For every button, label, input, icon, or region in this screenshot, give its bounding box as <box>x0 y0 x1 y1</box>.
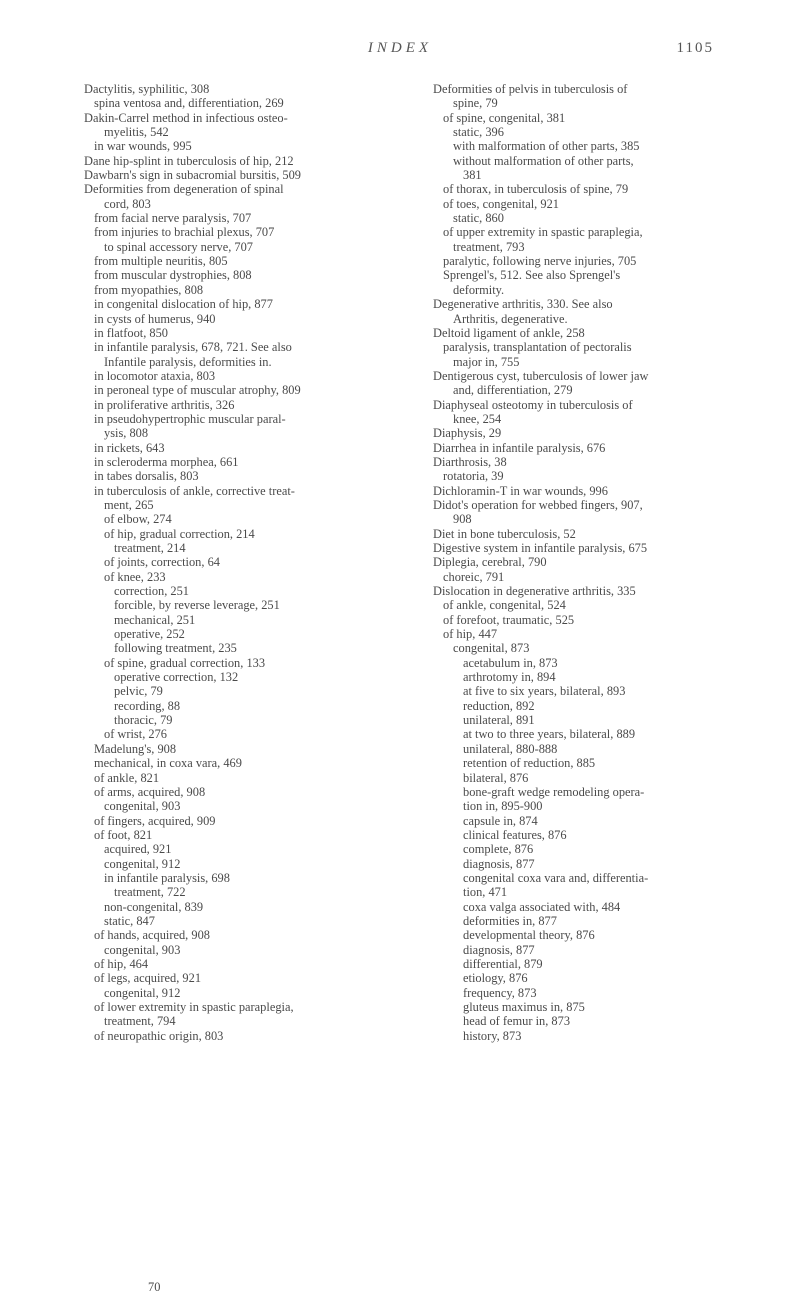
index-entry: of fingers, acquired, 909 <box>94 813 216 828</box>
index-entry: mechanical, in coxa vara, 469 <box>94 756 242 771</box>
index-entry: correction, 251 <box>114 584 190 599</box>
index-entry: of toes, congenital, 921 <box>443 196 559 211</box>
index-entry: acetabulum in, 873 <box>463 655 558 670</box>
index-entry: static, 860 <box>453 211 504 226</box>
index-entry: from facial nerve paralysis, 707 <box>94 211 252 226</box>
index-entry: Diaphyseal osteotomy in tuberculosis of <box>433 397 633 412</box>
index-entry: of arms, acquired, 908 <box>94 784 206 799</box>
index-entry: myelitis, 542 <box>104 125 169 140</box>
index-entry: in proliferative arthritis, 326 <box>94 397 235 412</box>
index-entry: bone-graft wedge remodeling opera- <box>463 784 645 799</box>
page-number: 1105 <box>676 40 714 56</box>
index-entry: of elbow, 274 <box>104 512 172 527</box>
index-entry: of wrist, 276 <box>104 727 167 742</box>
index-entry: Diaphysis, 29 <box>433 426 502 441</box>
index-entry: unilateral, 880-888 <box>463 741 558 756</box>
index-entry: in congenital dislocation of hip, 877 <box>94 297 273 312</box>
index-entry: of knee, 233 <box>104 569 166 584</box>
index-entry: of thorax, in tuberculosis of spine, 79 <box>443 182 629 197</box>
index-entry: capsule in, 874 <box>463 813 538 828</box>
index-entry: spina ventosa and, differentiation, 269 <box>94 96 284 111</box>
index-entry: developmental theory, 876 <box>463 928 595 943</box>
index-entry: static, 396 <box>453 125 504 140</box>
index-entry: with malformation of other parts, 385 <box>453 139 640 154</box>
index-entry: Diarrhea in infantile paralysis, 676 <box>433 440 606 455</box>
index-entry: ysis, 808 <box>104 426 149 441</box>
index-entry: Dactylitis, syphilitic, 308 <box>84 82 210 96</box>
index-entry: treatment, 722 <box>114 885 186 900</box>
index-entry: choreic, 791 <box>443 569 505 584</box>
index-entry: from muscular dystrophies, 808 <box>94 268 252 283</box>
index-entry: Diet in bone tuberculosis, 52 <box>433 526 576 541</box>
index-entry: in war wounds, 995 <box>94 139 192 154</box>
index-entry: congenital, 873 <box>453 641 530 656</box>
index-entry: of spine, gradual correction, 133 <box>104 655 266 670</box>
index-entry: Dane hip-splint in tuberculosis of hip, 212 <box>84 153 294 168</box>
index-entry: operative correction, 132 <box>114 670 239 685</box>
index-entry: Diplegia, cerebral, 790 <box>433 555 547 570</box>
index-entry: tion in, 895-900 <box>463 799 543 814</box>
index-entry: of lower extremity in spastic paraplegia, <box>94 1000 294 1014</box>
index-entry: paralysis, transplantation of pectoralis <box>443 340 632 355</box>
index-entry: Madelung's, 908 <box>94 741 177 756</box>
index-entry: Dentigerous cyst, tuberculosis of lower jaw <box>433 368 649 383</box>
signature-mark: 70 <box>148 1280 161 1294</box>
index-entry: of hip, 464 <box>94 956 149 971</box>
index-entry: static, 847 <box>104 913 155 928</box>
index-entry: acquired, 921 <box>104 842 172 857</box>
index-entry: of neuropathic origin, 803 <box>94 1028 224 1043</box>
index-entry: congenital, 912 <box>104 985 181 1000</box>
index-entry: Sprengel's, 512. See also Sprengel's <box>443 268 621 283</box>
index-entry: complete, 876 <box>463 842 534 857</box>
index-entry: diagnosis, 877 <box>463 942 535 957</box>
index-entry: Deformities of pelvis in tuberculosis of <box>433 82 628 96</box>
index-entry: Dichloramin-T in war wounds, 996 <box>433 483 608 498</box>
index-entry: pelvic, 79 <box>114 684 163 699</box>
index-entry: from multiple neuritis, 805 <box>94 254 228 269</box>
index-entry: of ankle, congenital, 524 <box>443 598 566 613</box>
index-entry: without malformation of other parts, <box>453 153 634 168</box>
index-entry: etiology, 876 <box>463 971 528 986</box>
index-entry: of spine, congenital, 381 <box>443 110 566 125</box>
index-entry: clinical features, 876 <box>463 827 567 842</box>
index-entry: coxa valga associated with, 484 <box>463 899 621 914</box>
index-entry: cord, 803 <box>104 196 151 211</box>
index-entry: of legs, acquired, 921 <box>94 971 202 986</box>
index-entry: to spinal accessory nerve, 707 <box>104 239 253 254</box>
index-entry: Deformities from degeneration of spinal <box>84 182 284 197</box>
index-entry: congenital, 903 <box>104 942 181 957</box>
index-entry: in scleroderma morphea, 661 <box>94 454 239 469</box>
index-entry: congenital coxa vara and, differentia- <box>463 870 649 885</box>
index-entry: arthrotomy in, 894 <box>463 670 556 685</box>
index-entry: Didot's operation for webbed fingers, 907, <box>433 497 643 512</box>
index-entry: Infantile paralysis, deformities in. <box>104 354 272 369</box>
index-entry: bilateral, 876 <box>463 770 529 785</box>
index-entry: congenital, 912 <box>104 856 181 871</box>
index-entry: differential, 879 <box>463 956 543 971</box>
index-entry: in tabes dorsalis, 803 <box>94 469 199 484</box>
index-entry: forcible, by reverse leverage, 251 <box>114 598 280 613</box>
running-header-title: INDEX <box>367 40 433 56</box>
index-entry: unilateral, 891 <box>463 713 535 728</box>
index-entry: mechanical, 251 <box>114 612 196 627</box>
index-entry: spine, 79 <box>453 96 498 111</box>
index-entry: reduction, 892 <box>463 698 535 713</box>
index-entry: 381 <box>463 168 482 183</box>
index-entry: in pseudohypertrophic muscular paral- <box>94 411 286 426</box>
index-column-left <box>84 82 424 1043</box>
index-entry: and, differentiation, 279 <box>453 383 573 398</box>
index-entry: of upper extremity in spastic paraplegia, <box>443 225 643 240</box>
index-entry: thoracic, 79 <box>114 713 173 728</box>
index-entry: Deltoid ligament of ankle, 258 <box>433 325 585 340</box>
index-entry: diagnosis, 877 <box>463 856 535 871</box>
index-entry: of foot, 821 <box>94 827 153 842</box>
index-entry: ment, 265 <box>104 497 154 512</box>
index-column-right <box>433 82 773 1043</box>
index-entry: at two to three years, bilateral, 889 <box>463 727 636 742</box>
index-entry: major in, 755 <box>453 354 520 369</box>
index-entry: Arthritis, degenerative. <box>453 311 568 326</box>
index-entry: rotatoria, 39 <box>443 469 504 484</box>
index-entry: Degenerative arthritis, 330. See also <box>433 297 613 312</box>
index-entry: deformities in, 877 <box>463 913 557 928</box>
index-entry: in rickets, 643 <box>94 440 165 455</box>
index-entry: frequency, 873 <box>463 985 537 1000</box>
index-entry: tion, 471 <box>463 885 508 900</box>
index-entry: Dakin-Carrel method in infectious osteo- <box>84 110 288 125</box>
index-entry: Digestive system in infantile paralysis, 675 <box>433 541 648 555</box>
index-entry: at five to six years, bilateral, 893 <box>463 684 626 699</box>
index-entry: from myopathies, 808 <box>94 282 204 297</box>
index-entry: Diarthrosis, 38 <box>433 454 507 469</box>
index-entry: of joints, correction, 64 <box>104 555 220 570</box>
index-entry: in infantile paralysis, 678, 721. See also <box>94 340 292 355</box>
index-entry: operative, 252 <box>114 627 185 642</box>
index-entry: non-congenital, 839 <box>104 899 204 914</box>
index-entry: from injuries to brachial plexus, 707 <box>94 225 275 240</box>
index-entry: 908 <box>453 512 472 527</box>
index-entry: in cysts of humerus, 940 <box>94 311 216 326</box>
index-entry: of hip, 447 <box>443 627 498 642</box>
index-entry: of forefoot, traumatic, 525 <box>443 612 575 627</box>
index-entry: in locomotor ataxia, 803 <box>94 368 216 383</box>
index-entry: in tuberculosis of ankle, corrective treat- <box>94 483 295 498</box>
index-entry: retention of reduction, 885 <box>463 756 596 771</box>
index-entry: in infantile paralysis, 698 <box>104 870 230 885</box>
index-entry: in flatfoot, 850 <box>94 325 168 340</box>
index-entry: of hands, acquired, 908 <box>94 928 210 943</box>
index-entry: treatment, 214 <box>114 541 186 555</box>
index-entry: of ankle, 821 <box>94 770 160 785</box>
index-entry: of hip, gradual correction, 214 <box>104 526 255 541</box>
index-entry: head of femur in, 873 <box>463 1014 571 1029</box>
index-entry: history, 873 <box>463 1028 522 1043</box>
index-entry: deformity. <box>453 282 505 297</box>
index-entry: Dislocation in degenerative arthritis, 335 <box>433 584 636 599</box>
index-entry: treatment, 793 <box>453 239 525 254</box>
index-entry: Dawbarn's sign in subacromial bursitis, 509 <box>84 168 301 183</box>
index-entry: in peroneal type of muscular atrophy, 809 <box>94 383 301 398</box>
index-entry: following treatment, 235 <box>114 641 237 656</box>
index-entry: gluteus maximus in, 875 <box>463 1000 585 1014</box>
index-entry: recording, 88 <box>114 698 181 713</box>
index-entry: knee, 254 <box>453 411 502 426</box>
index-entry: congenital, 903 <box>104 799 181 814</box>
index-entry: paralytic, following nerve injuries, 705 <box>443 254 637 269</box>
index-entry: treatment, 794 <box>104 1014 176 1029</box>
